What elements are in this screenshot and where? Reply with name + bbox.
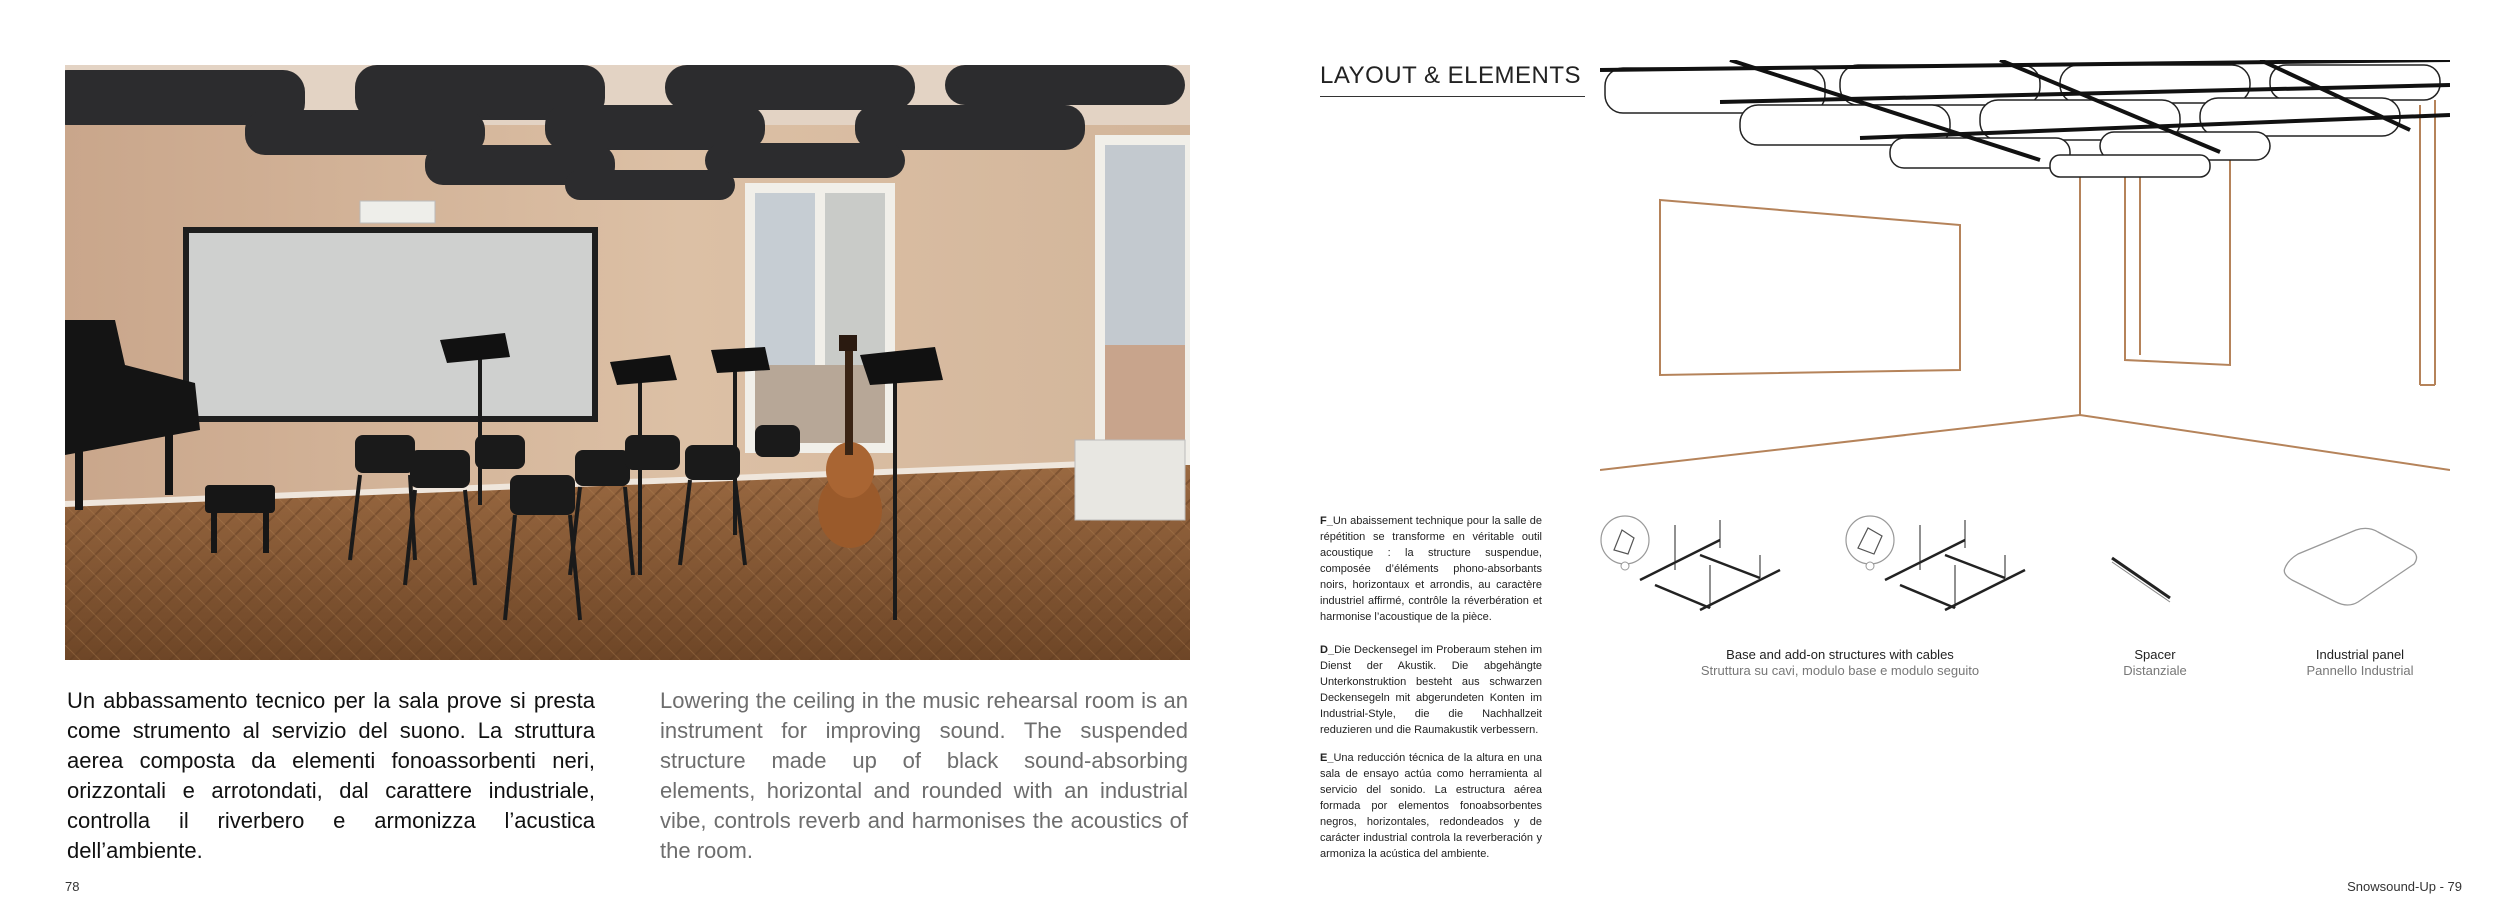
caption-spacer [2100, 647, 2210, 679]
title-underline [1320, 96, 1585, 97]
english-description: Lowering the ceiling in the music rehearsal room is an instrument for improving sound. The suspended structure made up of black sound-absorbing elements, horizontal and rounded with an industrial vibe, controls reverb and harmonises the acoustics of the room. [660, 688, 1188, 863]
italian-description: Un abbassamento tecnico per la sala prove si presta come strumento al servizio del suono. La struttura aerea composta da elementi fonoassorbenti neri, orizzontali e arrotondati, dal carattere industriale, controlla il riverbero e armonizza l’acustica dell’ambiente. [67, 688, 595, 863]
caption-panel-title: Industrial panel [2315, 647, 2405, 662]
caption-spacer-subtitle: Distanziale [2123, 663, 2187, 678]
caption-panel-subtitle: Pannello Industrial [2306, 663, 2414, 678]
caption-spacer-title: Spacer [2134, 647, 2176, 662]
base-structure-icon [1601, 516, 1649, 570]
component-drawings [1600, 510, 2450, 650]
caption-industrial-panel [2290, 647, 2430, 679]
label-d: D_ [1320, 644, 1335, 656]
german-paragraph [1320, 642, 1542, 738]
page-number-left: 78 [65, 879, 80, 894]
spacer-drawing [2112, 558, 2170, 602]
room-layout-drawing [1600, 60, 2450, 480]
label-f: F_ [1320, 515, 1333, 527]
caption-base-title: Base and add-on structures with cables [1726, 647, 1954, 662]
base-structure-cables [1675, 520, 1760, 608]
french-paragraph [1320, 513, 1542, 625]
label-e: E_ [1320, 752, 1334, 764]
industrial-panel-drawing [2284, 528, 2416, 605]
spanish-paragraph [1320, 750, 1542, 862]
rehearsal-room-photo [65, 65, 1190, 660]
caption-base-subtitle: Struttura su cavi, modulo base e modulo seguito [1700, 663, 1980, 678]
page-label-right: Snowsound-Up - 79 [2347, 879, 2462, 894]
spanish-text: Una reducción técnica de la altura en una sala de ensayo actúa como herramienta al servicio del sonido. La estructura aérea formada por elementos fonoabsorbentes negros, horizontales, redondeados y de carácter industrial controla la reverberación y armoniza la acústica del ambiente. [1320, 752, 1542, 860]
section-title: LAYOUT & ELEMENTS [1320, 62, 1582, 89]
french-text: Un abaissement technique pour la salle de répétition se transforme en véritable outil acoustique : la structure suspendue, composée d’éléments phono-absorbants noirs, horizontaux et arrondis, au caractère industriel affirmé, contrôle la réverbération et harmonise l’acoustique de la pièce. [1320, 515, 1542, 623]
addon-structure-icon [1846, 516, 1894, 570]
caption-base-structure [1690, 647, 1990, 679]
german-text: Die Deckensegel im Proberaum stehen im Dienst der Akustik. Die abgehängte Unterkonstruktion besteht aus schwarzen Deckensegeln mit abgerundeten Konten im Industrial-Style, die die Nachhallzeit reduzieren und die Raumakustik verbessern. [1320, 644, 1542, 736]
